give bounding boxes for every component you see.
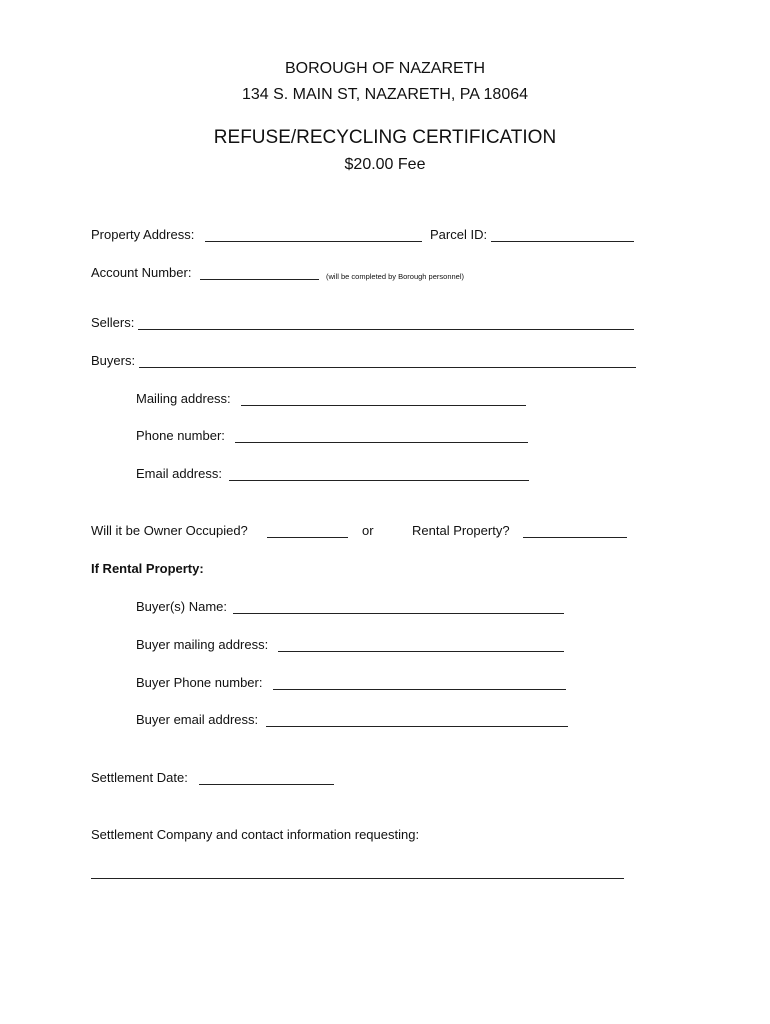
sellers-label: Sellers:: [91, 315, 135, 330]
buyer-mailing-label: Buyer mailing address:: [136, 637, 269, 652]
email-address-label: Email address:: [136, 466, 222, 481]
buyer-mailing-field[interactable]: [278, 651, 564, 652]
parcel-id-label: Parcel ID:: [430, 227, 488, 242]
phone-number-field[interactable]: [235, 442, 528, 443]
account-number-label: Account Number:: [91, 265, 192, 280]
settlement-date-field[interactable]: [199, 784, 334, 785]
account-number-field[interactable]: [200, 279, 319, 280]
org-address: 134 S. MAIN ST, NAZARETH, PA 18064: [241, 86, 529, 103]
buyer-phone-label: Buyer Phone number:: [136, 675, 263, 690]
settlement-date-label: Settlement Date:: [91, 770, 188, 785]
property-address-field[interactable]: [205, 241, 422, 242]
settlement-company-label: Settlement Company and contact information requesting:: [91, 827, 420, 842]
fee-text: $20.00 Fee: [344, 156, 426, 173]
org-name: BOROUGH OF NAZARETH: [284, 60, 485, 77]
buyer-name-label: Buyer(s) Name:: [136, 599, 228, 614]
sellers-field[interactable]: [138, 329, 634, 330]
settlement-company-field[interactable]: [91, 878, 624, 879]
buyer-email-label: Buyer email address:: [136, 712, 259, 727]
or-text: or: [362, 523, 374, 538]
phone-number-label: Phone number:: [136, 428, 225, 443]
email-address-field[interactable]: [229, 480, 529, 481]
rental-heading: If Rental Property:: [91, 561, 204, 576]
parcel-id-field[interactable]: [491, 241, 634, 242]
buyer-name-field[interactable]: [233, 613, 564, 614]
buyer-phone-field[interactable]: [273, 689, 566, 690]
rental-property-label: Rental Property?: [412, 523, 510, 538]
buyers-field[interactable]: [139, 367, 636, 368]
owner-occupied-label: Will it be Owner Occupied?: [91, 523, 248, 538]
buyers-label: Buyers:: [91, 353, 136, 368]
rental-property-field[interactable]: [523, 537, 627, 538]
mailing-address-label: Mailing address:: [136, 391, 231, 406]
mailing-address-field[interactable]: [241, 405, 526, 406]
buyer-email-field[interactable]: [266, 726, 568, 727]
property-address-label: Property Address:: [91, 227, 195, 242]
owner-occupied-field[interactable]: [267, 537, 348, 538]
form-title: REFUSE/RECYCLING CERTIFICATION: [213, 127, 557, 148]
account-note: (will be completed by Borough personnel): [326, 272, 464, 281]
